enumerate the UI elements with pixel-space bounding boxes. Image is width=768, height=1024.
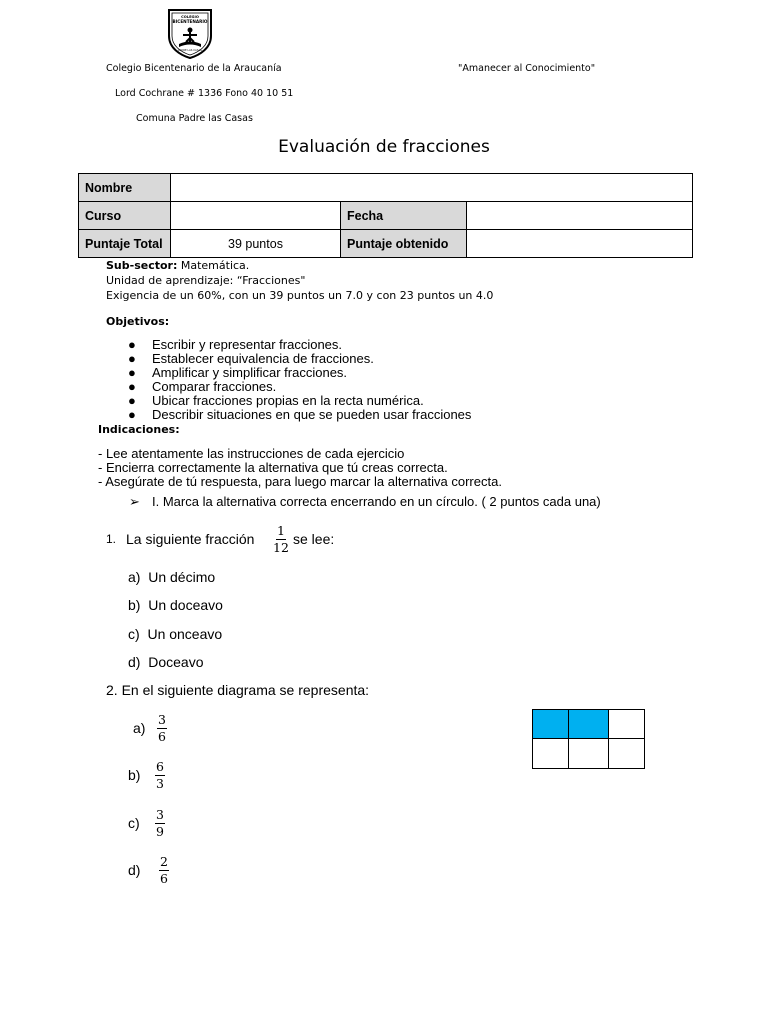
q2-option-c-fraction: $\frac{3}{9}$	[156, 807, 164, 839]
puntaje-obtenido-label: Puntaje obtenido	[341, 230, 467, 258]
diagram-cell	[533, 710, 569, 739]
school-address: Lord Cochrane # 1336 Fono 40 10 51	[115, 88, 294, 99]
fecha-label: Fecha	[341, 202, 467, 230]
section-arrow-icon: ➢	[129, 494, 140, 509]
list-item: ● Describir situaciones en que se pueden usar fracciones	[128, 407, 472, 422]
q1-fraction: $\frac{1}{12}$	[273, 523, 289, 555]
logo-line1: COLEGIO	[181, 15, 199, 19]
list-item: ● Comparar fracciones.	[128, 379, 277, 394]
school-motto: "Amanecer al Conocimiento"	[458, 63, 596, 74]
fraction-diagram	[532, 709, 645, 769]
q1-text-after: se lee:	[293, 531, 335, 547]
subsector-line	[106, 258, 249, 273]
puntaje-obtenido-field[interactable]	[467, 230, 693, 258]
objetivos-list	[106, 338, 606, 422]
diagram-cell	[609, 710, 644, 739]
q2-option-d-fraction: $\frac{2}{6}$	[160, 854, 168, 886]
q2-text: 2. En el siguiente diagrama se representa:	[106, 682, 370, 698]
q2-option-d-letter[interactable]: d)	[128, 862, 141, 878]
fecha-field[interactable]	[467, 202, 693, 230]
diagram-cell	[569, 710, 609, 739]
school-name: Colegio Bicentenario de la Araucanía	[106, 63, 282, 74]
subsector-value: Matemática.	[177, 259, 250, 272]
q1-option-c[interactable]: c) Un onceavo	[128, 626, 223, 642]
objetivos-title: Objetivos:	[106, 315, 170, 328]
q1-text-before: La siguiente fracción	[126, 531, 255, 547]
exigencia-line: Exigencia de un 60%, con un 39 puntos un 7.0 y con 23 puntos un 4.0	[106, 289, 494, 302]
student-info-table	[78, 173, 693, 258]
school-commune: Comuna Padre las Casas	[136, 113, 253, 124]
q2-option-a-letter[interactable]: a)	[133, 720, 146, 736]
subsector-label: Sub-sector:	[106, 259, 178, 272]
diagram-cell	[609, 739, 644, 768]
nombre-label: Nombre	[79, 174, 171, 202]
list-item: ● Ubicar fracciones propias en la recta numérica.	[128, 393, 424, 408]
q1-option-b[interactable]: b) Un doceavo	[128, 597, 223, 613]
q1-option-a[interactable]: a) Un décimo	[128, 569, 216, 585]
indicacion-1: - Lee atentamente las instrucciones de cada ejercicio	[98, 446, 405, 461]
list-item: ● Escribir y representar fracciones.	[128, 337, 343, 352]
indicacion-2: - Encierra correctamente la alternativa que tú creas correcta.	[98, 460, 448, 475]
nombre-field[interactable]	[171, 174, 693, 202]
logo-line3: PADRE LAS CASAS	[178, 49, 202, 52]
curso-field[interactable]	[171, 202, 341, 230]
indicacion-3: - Asegúrate de tú respuesta, para luego marcar la alternativa correcta.	[98, 474, 502, 489]
q2-option-b-fraction: $\frac{6}{3}$	[156, 759, 164, 791]
indicaciones-title: Indicaciones:	[98, 423, 180, 436]
diagram-cell	[533, 739, 569, 768]
q2-option-c-letter[interactable]: c)	[128, 815, 140, 831]
curso-label: Curso	[79, 202, 171, 230]
list-item: ● Amplificar y simplificar fracciones.	[128, 365, 348, 380]
logo-line2: BICENTENARIO	[172, 19, 208, 24]
diagram-cell	[569, 739, 609, 768]
page-title: Evaluación de fracciones	[278, 137, 490, 157]
list-item: ● Establecer equivalencia de fracciones.	[128, 351, 374, 366]
unidad-line: Unidad de aprendizaje: “Fracciones"	[106, 274, 306, 287]
puntaje-total-value: 39 puntos	[171, 230, 341, 258]
school-crest-logo	[166, 8, 214, 60]
section-instruction: I. Marca la alternativa correcta encerrando en un círculo. ( 2 puntos cada una)	[152, 494, 601, 509]
q1-option-d[interactable]: d) Doceavo	[128, 654, 204, 670]
q2-option-b-letter[interactable]: b)	[128, 767, 141, 783]
puntaje-total-label: Puntaje Total	[79, 230, 171, 258]
q2-option-a-fraction: $\frac{3}{6}$	[158, 712, 166, 744]
q1-number: 1.	[106, 532, 117, 546]
